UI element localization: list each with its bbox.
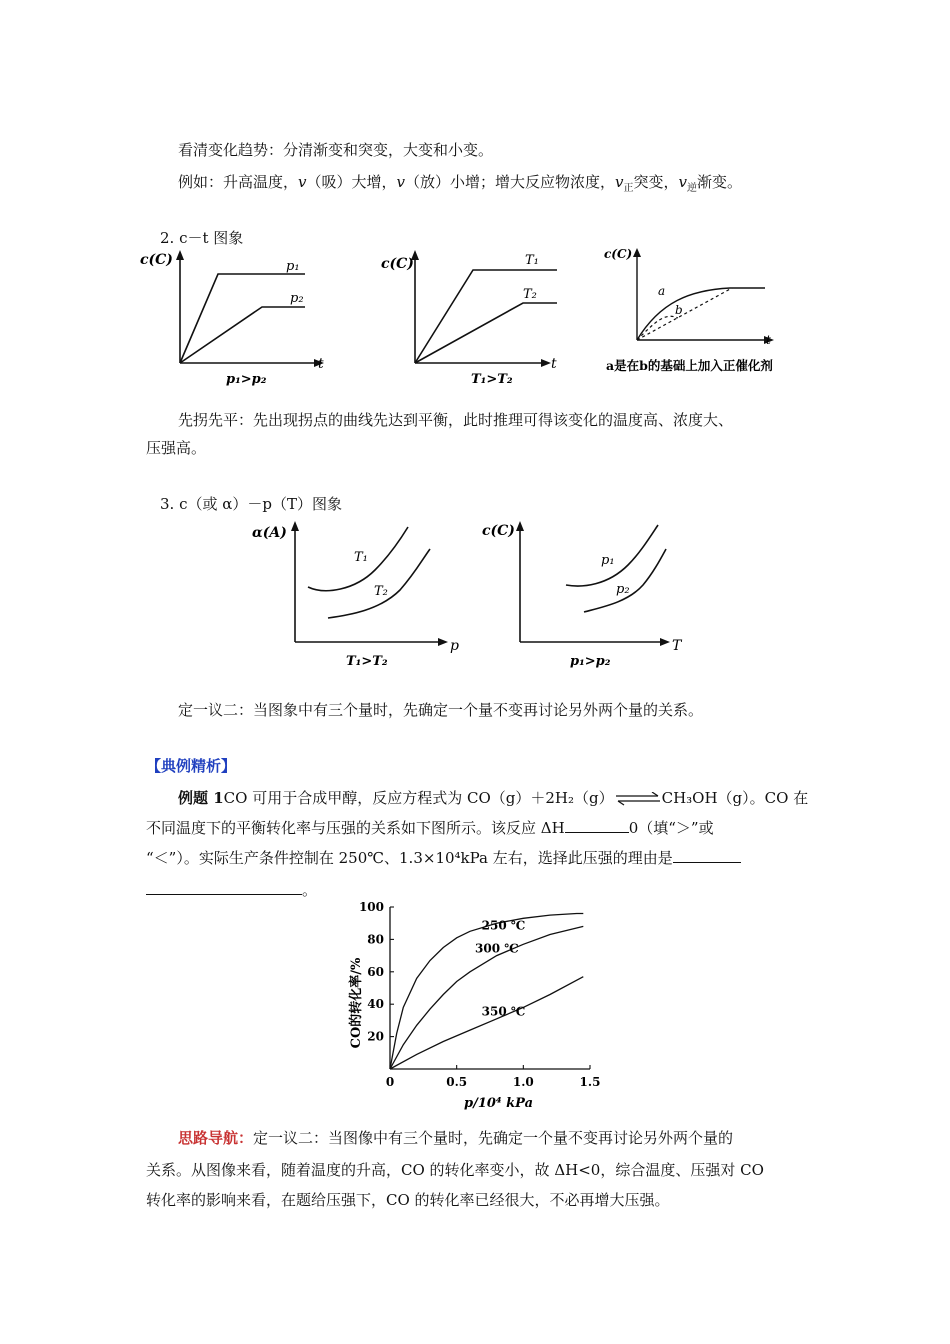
example-line [178,172,742,199]
c-t-temperature-figure [478,515,698,675]
y-tick-label: 100 [358,900,384,914]
series-label-2: 300 ℃ [475,941,519,956]
alpha-p-figure [250,515,470,675]
answer-blank-3[interactable] [146,880,302,895]
v-symbol: v [396,173,405,191]
jump-text: 突变， [633,173,679,191]
curve-label-p2: p₂ [616,582,630,597]
example-text-1b: CH₃OH（g）。CO 在 [661,789,809,807]
section-3-heading: 3. c（或 α）－p（T）图象 [160,495,342,513]
v-symbol: v [298,173,307,191]
x-axis-label: t [551,356,557,372]
curve-label-p1: p₁ [286,259,300,274]
example-line-4 [146,880,317,900]
curve-label-p1: p₁ [601,553,615,568]
y-axis-label: c(C) [140,252,173,268]
figure-caption: p₁>p₂ [226,372,267,387]
y-tick-label: 80 [367,932,384,947]
section-2-heading: 2. c－t 图象 [160,229,244,247]
y-axis-label: α(A) [252,525,287,541]
figure-caption: T₁>T₂ [471,372,513,387]
curve-label-p2: p₂ [290,291,304,306]
ct-figure-pressure [140,248,340,393]
ct-figure-temperature [375,248,575,393]
trend-line: 看清变化趋势：分清渐变和突变，大变和小变。 [178,141,494,159]
answer-blank-2[interactable] [673,848,741,863]
section-title: 【典例精析】 [146,757,237,775]
x-tick-label: 0 [385,1075,395,1089]
curve-label-b: b [675,303,683,317]
xi-text: （吸）大增， [306,173,397,191]
example-text-4: 。 [302,881,318,899]
y-axis-label: c(C) [482,523,515,539]
curve-label-t2: T₂ [374,584,388,599]
example-line-1 [178,788,808,808]
guide-line-2: 关系。从图像来看，随着温度的升高，CO 的转化率变小，故 ΔH<0，综合温度、压强对 CO [146,1161,764,1179]
guide-line-1 [178,1128,733,1148]
co-conversion-chart [340,895,620,1113]
example-label: 例题 1 [178,789,224,807]
chart-y-axis-label: CO的转化率/% [349,957,364,1049]
x-tick-label: 0.5 [446,1075,468,1089]
x-axis-label: T [672,638,682,654]
first-turn-line-2: 压强高。 [146,439,207,457]
figure-caption: p₁>p₂ [570,654,611,669]
guide-line-3: 转化率的影响来看，在题给压强下，CO 的转化率已经很大，不必再增大压强。 [146,1191,670,1209]
y-axis-label: c(C) [604,247,633,261]
y-tick-label: 20 [367,1029,384,1044]
gradual-text: 渐变。 [697,173,743,191]
v-symbol: v [615,173,624,191]
curve-label-a: a [658,284,666,298]
y-axis-label: c(C) [381,256,414,272]
guide-label: 思路导航： [178,1129,254,1147]
x-tick-label: 1.0 [512,1075,534,1089]
series-line-1 [390,914,583,1070]
x-tick-label: 1.5 [579,1075,601,1089]
series-label-3: 350 ℃ [481,1004,526,1019]
fang-text: （放）小增；增大反应物浓度， [405,173,616,191]
series-label-1: 250 ℃ [481,918,526,933]
ct-figure-catalyst [600,242,815,377]
example-text-2a: 不同温度下的平衡转化率与压强的关系如下图所示。该反应 ΔH [146,819,565,837]
example-line-2 [146,818,714,838]
guide-text-1: 定一议二：当图像中有三个量时，先确定一个量不变再讨论另外两个量的 [253,1129,734,1147]
example-text-2b: 0（填“＞”或 [628,819,714,837]
x-axis-label: p [450,638,459,654]
fix-one-line: 定一议二：当图象中有三个量时，先确定一个量不变再讨论另外两个量的关系。 [178,701,704,719]
y-tick-label: 60 [367,964,384,979]
example-prefix: 例如：升高温度， [178,173,299,191]
example-line-3 [146,848,741,868]
example-text-1: CO 可用于合成甲醇，反应方程式为 CO（g）＋2H₂（g） [223,789,614,807]
y-tick-label: 40 [367,997,384,1012]
curve-label-t1: T₁ [525,253,539,268]
chart-x-axis-label: p/10⁴ kPa [464,1096,534,1111]
v-symbol: v [678,173,687,191]
x-axis-label: t [766,333,771,347]
first-turn-line-1: 先拐先平：先出现拐点的曲线先达到平衡，此时推理可得该变化的温度高、浓度大、 [178,411,734,429]
figure-caption: a是在b的基础上加入正催化剂 [606,358,773,373]
x-axis-label: t [318,356,324,372]
figure-caption: T₁>T₂ [346,654,388,669]
zheng-sub: 正 [623,183,634,194]
answer-blank-1[interactable] [565,818,629,833]
curve-label-t2: T₂ [523,287,537,302]
example-text-3: “＜”）。实际生产条件控制在 250℃、1.3×10⁴kPa 左右，选择此压强的理由是 [146,849,673,867]
equilibrium-arrow-icon [616,792,660,806]
curve-label-t1: T₁ [354,550,368,565]
ni-sub: 逆 [687,183,697,194]
